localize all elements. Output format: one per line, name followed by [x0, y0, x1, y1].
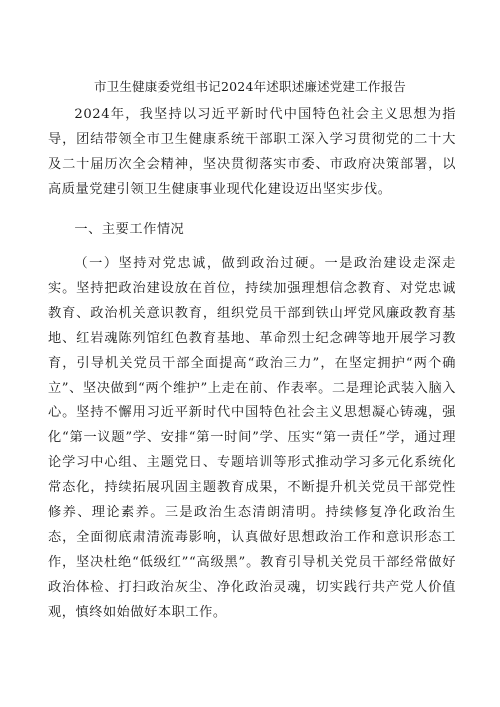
intro-paragraph: 2024年，我坚持以习近平新时代中国特色社会主义思想为指导，团结带领全市卫生健康系统干部职工深入学习贯彻党的二十大及二十届历次全会精神，坚决贯彻落实市委、市政府决策部署，以高质量党建引领卫生健康事业现代化建设迈出坚实步伐。 — [48, 107, 456, 197]
document-title: 市卫生健康委党组书记2024年述职述廉述党建工作报告 — [93, 79, 406, 94]
body-paragraph: （一）坚持对党忠诚，做到政治过硬。一是政治建设走深走实。坚持把政治建设放在首位，持续加强理想信念教育、对党忠诚教育、政治机关意识教育，组织党员干部到铁山坪党风廉政教育基地、红岩魂陈列馆红色教育基地、革命烈士纪念碑等地开展学习教育，引导机关党员干部全面提高“政治三力”，在坚定拥护“两个确立”、坚决做到“两个维护”上走在前、作表率。二是理论武装入脑入心。坚持不懈用习近平新时代中国特色社会主义思想凝心铸魂，强化“第一议题”学、安排“第一时间”学、压实“第一责任”学，通过理论学习中心组、主题党日、专题培训等形式推动学习多元化系统化常态化，持续拓展巩固主题教育成果，不断提升机关党员干部党性修养、理论素养。三是政治生态清朗清明。持续修复净化政治生态，全面彻底肃清流毒影响，认真做好思想政治工作和意识形态工作，坚决杜绝“低级红”“高级黑”。教育引导机关党员干部经常做好政治体检、打扫政治灰尘、净化政治灵魂，切实践行共产党人价值观，慎终如始做好本职工作。 — [48, 256, 456, 620]
section-heading: 一、主要工作情况 — [74, 222, 185, 237]
